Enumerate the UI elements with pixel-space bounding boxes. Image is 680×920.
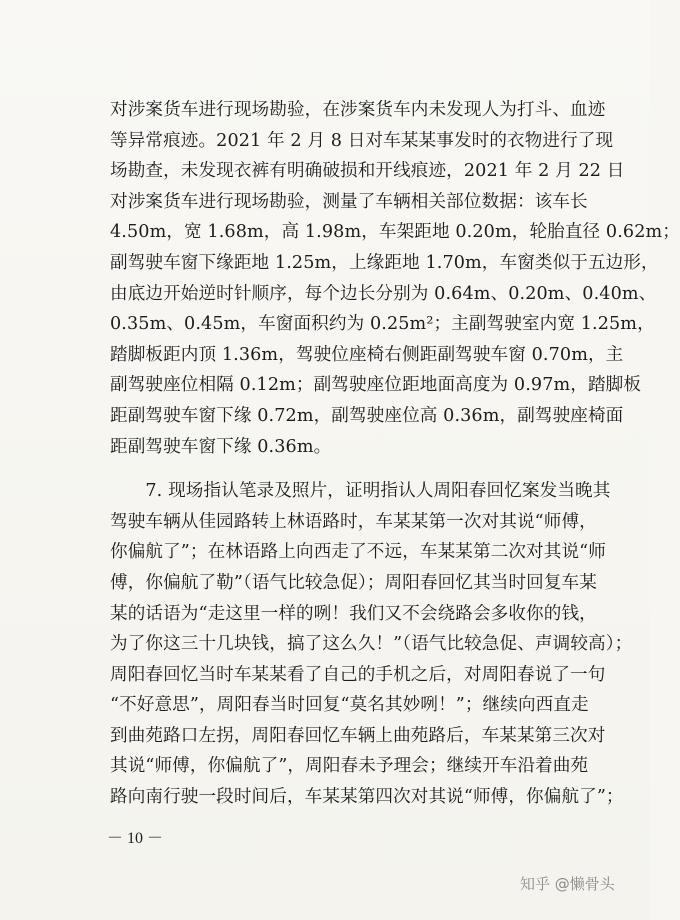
page-number: － 10 － (107, 830, 164, 847)
paragraph-evidence-6 (110, 95, 680, 462)
text-line: 某的话语为“走这里一样的咧！我们又不会绕路会多收你的钱， (110, 603, 597, 624)
text-line: 副驾驶座位相隔 0.12m；副驾驶座位距地面高度为 0.97m，踏脚板 (110, 375, 642, 396)
text-line: 距副驾驶车窗下缘 0.72m，副驾驶座位高 0.36m，副驾驶座椅面 (110, 405, 624, 426)
text-line: “不好意思”，周阳春当时回复“莫名其妙咧！”；继续向西直走 (110, 695, 589, 716)
text-line: 副驾驶车窗下缘距地 1.25m，上缘距地 1.70m，车窗类似于五边形， (110, 252, 659, 273)
text-line: 等异常痕迹。2021 年 2 月 8 日对车某某事发时的衣物进行了现 (110, 130, 614, 151)
text-line: 场勘查，未发现衣裤有明确破损和开线痕迹，2021 年 2 月 22 日 (110, 161, 625, 182)
text-line: 踏脚板距内顶 1.36m，驾驶位座椅右侧距副驾驶车窗 0.70m，主 (110, 344, 624, 365)
text-line: 到曲苑路口左拐，周阳春回忆车辆上曲苑路后，车某某第三次对 (110, 725, 606, 746)
text-line: 驾驶车辆从佳园路转上林语路时，车某某第一次对其说“师傅， (110, 511, 597, 532)
text-line: 路向南行驶一段时间后，车某某第四次对其说“师傅，你偏航了”； (110, 787, 624, 808)
text-line: 其说“师傅，你偏航了”，周阳春未予理会；继续开车沿着曲苑 (110, 756, 589, 777)
text-line: 对涉案货车进行现场勘验，在涉案货车内未发现人为打斗、血迹 (110, 100, 606, 120)
text-line: 你偏航了”；在林语路上向西走了不远，车某某第二次对其说“师 (110, 542, 606, 563)
text-line: 周阳春回忆当时车某某看了自己的手机之后，对周阳春说了一句 (110, 664, 606, 685)
text-line: 傅，你偏航了勒”（语气比较急促）；周阳春回忆其当时回复车某 (110, 572, 597, 593)
text-line: 7. 现场指认笔录及照片，证明指认人周阳春回忆案发当晚其 (110, 481, 611, 502)
text-line: 对涉案货车进行现场勘验，测量了车辆相关部位数据：该车长 (110, 191, 588, 212)
text-line: 由底边开始逆时针顺序，每个边长分别为 0.64m、0.20m、0.40m、 (110, 283, 657, 304)
paragraph-evidence-7 (110, 476, 633, 813)
watermark: 知乎 @懒骨头 (520, 875, 615, 893)
text-line: 4.50m，宽 1.68m，高 1.98m，车架距地 0.20m，轮胎直径 0.62m； (110, 222, 680, 243)
document-body (110, 95, 680, 813)
text-line: 0.35m、0.45m，车窗面积约为 0.25m²；主副驾驶室内宽 1.25m， (110, 314, 655, 335)
text-line: 距副驾驶车窗下缘 0.36m。 (110, 436, 332, 457)
text-line: 为了你这三十几块钱，搞了这么久！”（语气比较急促、声调较高）； (110, 634, 633, 655)
